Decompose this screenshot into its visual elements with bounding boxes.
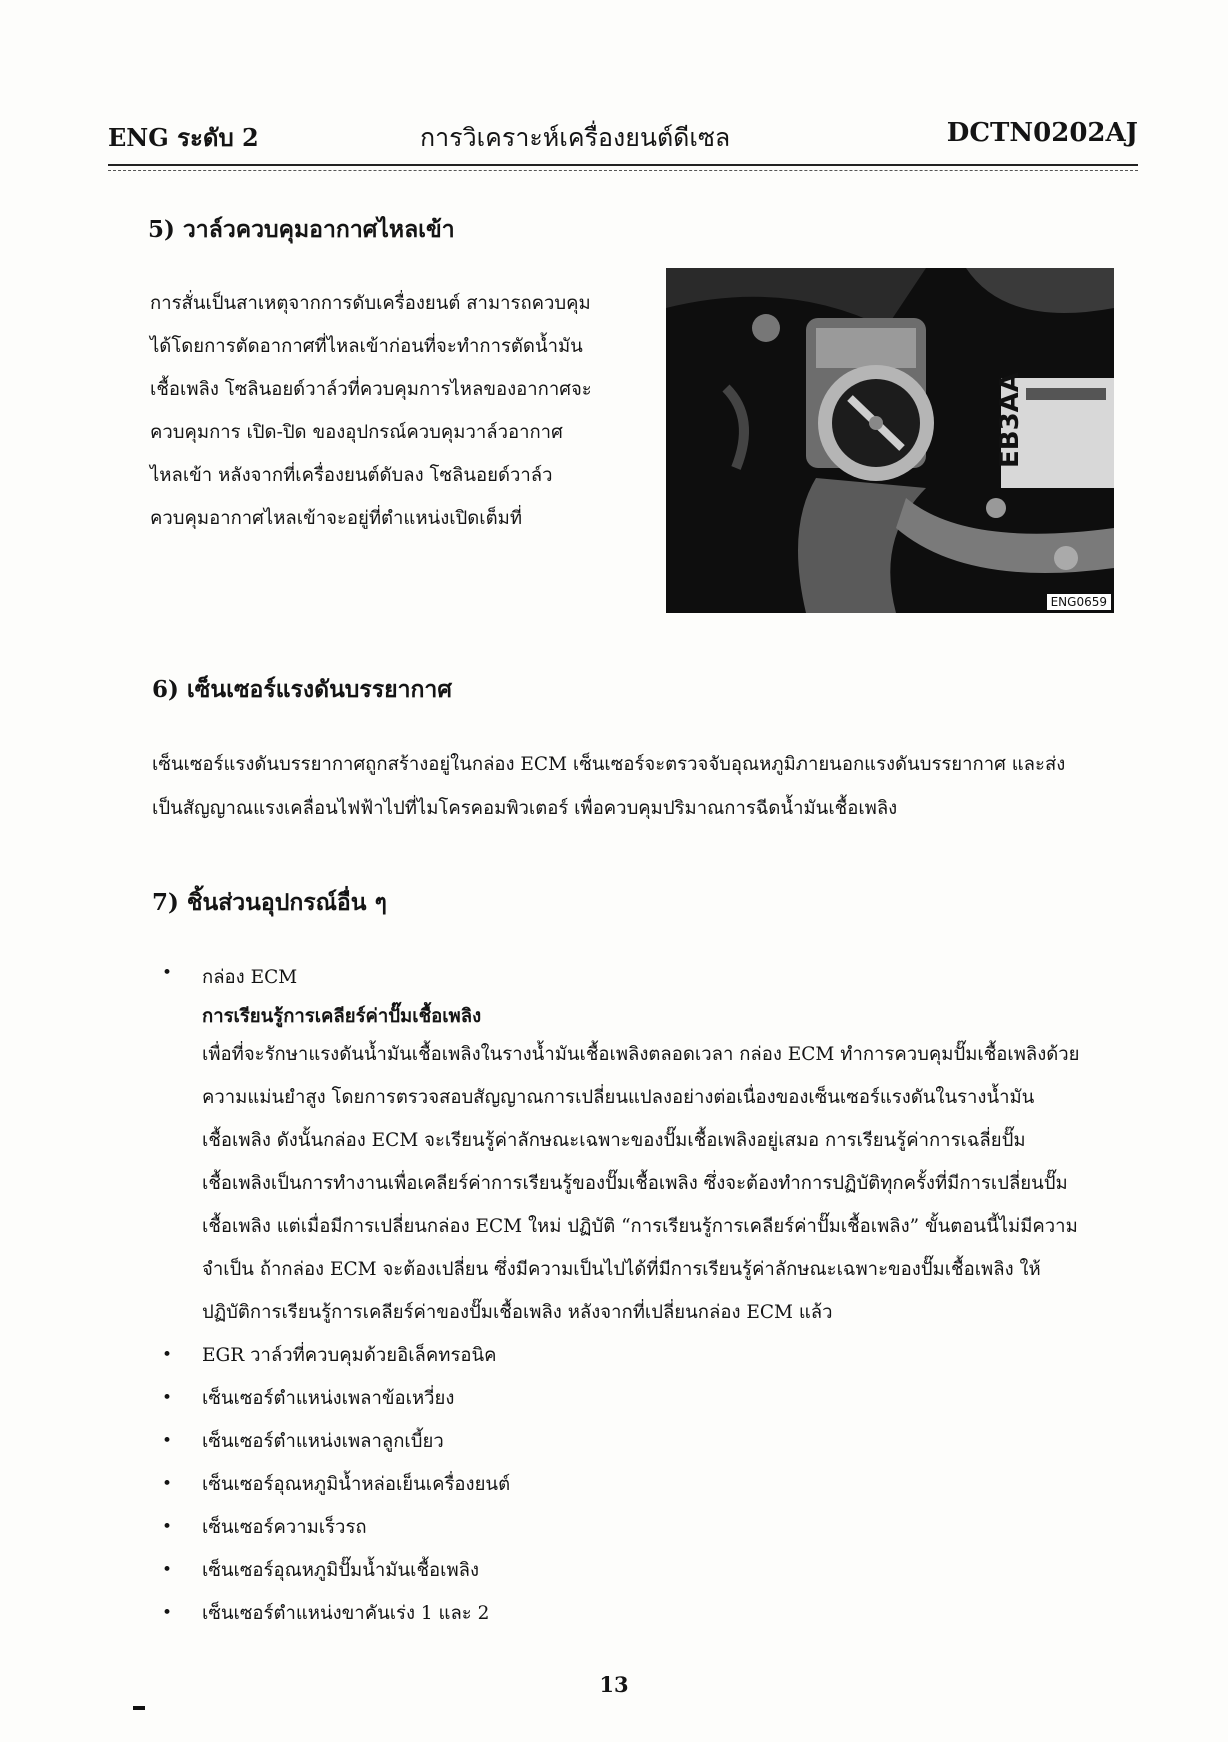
- text-line: เชื้อเพลิง แต่เมื่อมีการเปลี่ยนกล่อง ECM ใหม่ ปฏิบัติ “การเรียนรู้การเคลียร์ค่าปั๊มเชื้อเพลิง” ขั้นตอนนี้ไม่มีความ: [202, 1216, 1078, 1237]
- svg-text:EB3AA: EB3AA: [995, 372, 1025, 468]
- list-item: [160, 1549, 1140, 1592]
- header-course-level: ENG ระดับ 2: [108, 123, 259, 152]
- text-line: ปฏิบัติการเรียนรู้การเคลียร์ค่าของปั๊มเชื้อเพลิง หลังจากที่เปลี่ยนกล่อง ECM แล้ว: [202, 1302, 833, 1323]
- list-item: [160, 1334, 1140, 1377]
- header-rule: [108, 164, 1138, 166]
- list-item-text: เซ็นเซอร์ตำแหน่งเพลาลูกเบี้ยว: [202, 1431, 444, 1452]
- section-5-title: 5) วาล์วควบคุมอากาศไหลเข้า: [148, 216, 455, 243]
- bullet-icon: •: [162, 963, 173, 983]
- scan-mark: [133, 1706, 145, 1710]
- text-line: ความแม่นยำสูง โดยการตรวจสอบสัญญาณการเปลี่ยนแปลงอย่างต่อเนื่องของเซ็นเซอร์แรงดันในรางน้ำมัน: [202, 1087, 1035, 1108]
- ecm-paragraph: [202, 1033, 1140, 1334]
- bullet-icon: •: [162, 1560, 173, 1580]
- text-line: ควบคุมการ เปิด-ปิด ของอุปกรณ์ควบคุมวาล์วอากาศ: [150, 422, 563, 443]
- text-line: การสั่นเป็นสาเหตุจากการดับเครื่องยนต์ สามารถควบคุม: [150, 293, 591, 314]
- text-line: เชื้อเพลิง โซลินอยด์วาล์วที่ควบคุมการไหลของอากาศจะ: [150, 379, 592, 400]
- header-title: การวิเคราะห์เครื่องยนต์ดีเซล: [420, 123, 731, 152]
- text-line: เซ็นเซอร์แรงดันบรรยากาศถูกสร้างอยู่ในกล่อง ECM เซ็นเซอร์จะตรวจจับอุณหภูมิภายนอกแรงดันบรรยากาศ และส่ง: [152, 754, 1066, 775]
- text-line: เชื้อเพลิง ดังนั้นกล่อง ECM จะเรียนรู้ค่าลักษณะเฉพาะของปั๊มเชื้อเพลิงอยู่เสมอ การเรียนรู้ค่าการเฉลี่ยปั๊ม: [202, 1130, 1026, 1151]
- text-line: เชื้อเพลิงเป็นการทำงานเพื่อเคลียร์ค่าการเรียนรู้ของปั๊มเชื้อเพลิง ซึ่งจะต้องทำการปฏิบัติทุกครั้งที่มีการเปลี่ยนปั๊ม: [202, 1173, 1068, 1194]
- bullet-icon: •: [162, 1388, 173, 1408]
- list-item-ecm: [160, 963, 1140, 1334]
- photo-code-label: ENG0659: [1047, 594, 1111, 610]
- bullet-icon: •: [162, 1517, 173, 1537]
- list-item: [160, 1506, 1140, 1549]
- intake-air-control-valve-photo: [666, 268, 1114, 613]
- list-item-text: เซ็นเซอร์อุณหภูมิปั๊มน้ำมันเชื้อเพลิง: [202, 1560, 480, 1581]
- section-7-title: 7) ชิ้นส่วนอุปกรณ์อื่น ๆ: [152, 889, 387, 916]
- list-item-text: EGR วาล์วที่ควบคุมด้วยอิเล็คทรอนิค: [202, 1345, 497, 1366]
- section-5-paragraph: [150, 282, 650, 540]
- list-item: [160, 1592, 1140, 1635]
- header-rule-dashed: [108, 170, 1138, 171]
- page-header: [108, 118, 1138, 158]
- page-number: 13: [599, 1672, 629, 1697]
- ecm-label: กล่อง ECM: [202, 967, 298, 988]
- text-line: เป็นสัญญาณแรงเคลื่อนไฟฟ้าไปที่ไมโครคอมพิวเตอร์ เพื่อควบคุมปริมาณการฉีดน้ำมันเชื้อเพลิง: [152, 798, 898, 819]
- ecm-subtitle: การเรียนรู้การเคลียร์ค่าปั๊มเชื้อเพลิง: [202, 1006, 482, 1027]
- bullet-icon: •: [162, 1474, 173, 1494]
- section-6-paragraph: [152, 743, 1132, 831]
- text-line: ไหลเข้า หลังจากที่เครื่องยนต์ดับลง โซลินอยด์วาล์ว: [150, 465, 553, 486]
- text-line: ได้โดยการตัดอากาศที่ไหลเข้าก่อนที่จะทำการตัดน้ำมัน: [150, 336, 583, 357]
- text-line: จำเป็น ถ้ากล่อง ECM จะต้องเปลี่ยน ซึ่งมีความเป็นไปได้ที่มีการเรียนรู้ค่าลักษณะเฉพาะของปั๊มเชื้อเพลิง ให้: [202, 1259, 1041, 1280]
- list-item: [160, 1463, 1140, 1506]
- text-line: เพื่อที่จะรักษาแรงดันน้ำมันเชื้อเพลิงในรางน้ำมันเชื้อเพลิงตลอดเวลา กล่อง ECM ทำการควบคุมปั๊มเชื้อเพลิงด้วย: [202, 1044, 1080, 1065]
- text-line: ควบคุมอากาศไหลเข้าจะอยู่ที่ตำแหน่งเปิดเต็มที่: [150, 508, 523, 529]
- bullet-icon: •: [162, 1345, 173, 1365]
- list-item-text: เซ็นเซอร์อุณหภูมิน้ำหล่อเย็นเครื่องยนต์: [202, 1474, 511, 1495]
- component-list: [160, 963, 1140, 1635]
- bullet-icon: •: [162, 1603, 173, 1623]
- list-item: [160, 1377, 1140, 1420]
- list-item-text: เซ็นเซอร์ความเร็วรถ: [202, 1517, 367, 1538]
- bullet-icon: •: [162, 1431, 173, 1451]
- list-item-text: เซ็นเซอร์ตำแหน่งเพลาข้อเหวี่ยง: [202, 1388, 455, 1409]
- list-item-text: เซ็นเซอร์ตำแหน่งขาคันเร่ง 1 และ 2: [202, 1603, 490, 1624]
- section-6-title: 6) เซ็นเซอร์แรงดันบรรยากาศ: [152, 676, 452, 703]
- list-item: [160, 1420, 1140, 1463]
- header-document-code: DCTN0202AJ: [946, 118, 1138, 148]
